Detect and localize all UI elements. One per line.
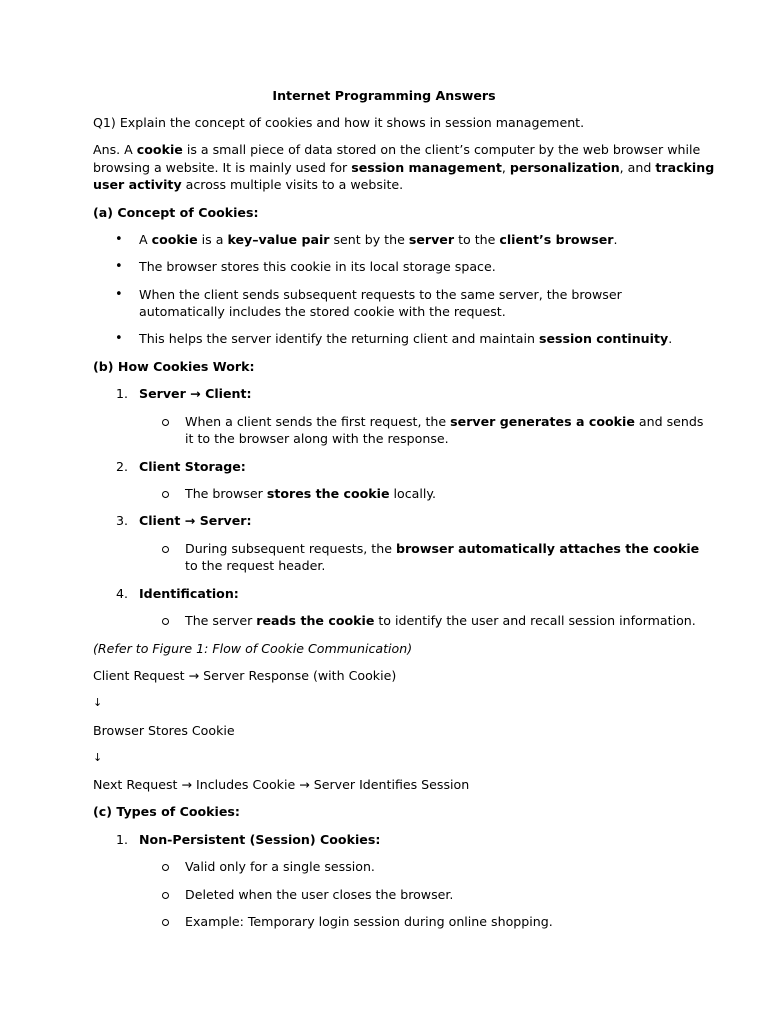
type-number: 1. [115,832,128,847]
step-3-title: Client → Server: [139,513,252,528]
type-1-item: Valid only for a single session. [185,859,375,874]
text-run: This helps the server identify the returning client and maintain [139,331,539,346]
document-title: Internet Programming Answers [272,88,496,103]
step-3-line-1 [185,540,699,558]
section-a-bullet-4 [139,330,672,348]
section-b-heading: (b) How Cookies Work: [93,359,255,374]
text-run: , and [619,160,656,175]
flow-line-1: Client Request → Server Response (with Cookie) [93,668,397,683]
text-run: to identify the user and recall session information. [374,613,696,628]
circle-bullet-icon [162,892,169,899]
step-number: 4. [115,586,128,601]
step-1-title: Server → Client: [139,386,252,401]
circle-bullet-icon [162,618,169,625]
bullet-marker: • [115,259,123,274]
bold-text-run: personalization [509,160,620,175]
bold-text-run: cookie [136,142,183,157]
circle-bullet-icon [162,919,169,926]
bold-text-run: tracking [655,160,715,175]
step-3-line-2: to the request header. [185,558,326,573]
bullet-marker: • [115,232,123,247]
bold-text-run: user activity [93,177,182,192]
bold-text-run: server generates a cookie [450,414,635,429]
section-a-heading: (a) Concept of Cookies: [93,205,259,220]
flow-line-3: Next Request → Includes Cookie → Server Identifies Session [93,777,470,792]
step-1-line-2: it to the browser along with the response. [185,431,449,446]
text-run: A [139,232,152,247]
text-run: Ans. A [93,142,137,157]
section-c-heading: (c) Types of Cookies: [93,804,240,819]
circle-bullet-icon [162,546,169,553]
circle-bullet-icon [162,491,169,498]
bullet-marker: • [115,331,123,346]
step-2-title: Client Storage: [139,459,246,474]
step-2-line-1 [185,485,436,503]
type-1-title: Non-Persistent (Session) Cookies: [139,832,381,847]
text-run: sent by the [329,232,409,247]
text-run: During subsequent requests, the [185,541,396,556]
bold-text-run: cookie [151,232,198,247]
step-4-title: Identification: [139,586,239,601]
question-text: Q1) Explain the concept of cookies and how it shows in session management. [93,115,585,130]
circle-bullet-icon [162,419,169,426]
bold-text-run: stores the cookie [266,486,390,501]
bold-text-run: session management [351,160,502,175]
text-run: across multiple visits to a website. [181,177,404,192]
section-a-bullet-1 [139,231,617,249]
text-run: . [613,232,618,247]
step-1-line-1 [185,413,703,431]
text-run: When a client sends the first request, the [185,414,451,429]
type-1-item: Example: Temporary login session during online shopping. [185,914,553,929]
text-run: , [501,160,510,175]
text-run: and sends [634,414,704,429]
bullet-marker: • [115,287,123,302]
bold-text-run: browser automatically attaches the cookie [395,541,700,556]
text-run: . [668,331,673,346]
text-run: locally. [389,486,437,501]
text-run: is a [197,232,228,247]
bold-text-run: client’s browser [499,232,614,247]
text-run: is a small piece of data stored on the client’s computer by the web browser while [182,142,701,157]
bold-text-run: key–value pair [227,232,330,247]
section-a-bullet-2: The browser stores this cookie in its local storage space. [139,259,496,274]
section-a-bullet-3-line-1: When the client sends subsequent requests to the same server, the browser [139,287,622,302]
figure-reference: (Refer to Figure 1: Flow of Cookie Communication) [93,641,413,656]
down-arrow-icon: ↓ [93,751,103,764]
down-arrow-icon: ↓ [93,696,103,709]
answer-line-2 [93,159,714,177]
step-4-line-1 [185,612,696,630]
bold-text-run: server [408,232,455,247]
bold-text-run: reads the cookie [256,613,375,628]
type-1-item: Deleted when the user closes the browser. [185,887,454,902]
answer-line-3 [93,176,403,194]
text-run: browsing a website. It is mainly used for [93,160,352,175]
step-number: 2. [115,459,128,474]
circle-bullet-icon [162,864,169,871]
flow-line-2: Browser Stores Cookie [93,723,235,738]
step-number: 3. [115,513,128,528]
text-run: The browser [185,486,267,501]
bold-text-run: session continuity [538,331,669,346]
text-run: to the [454,232,500,247]
text-run: The server [185,613,257,628]
section-a-bullet-3-line-2: automatically includes the stored cookie with the request. [139,304,506,319]
step-number: 1. [115,386,128,401]
answer-line-1 [93,141,700,159]
